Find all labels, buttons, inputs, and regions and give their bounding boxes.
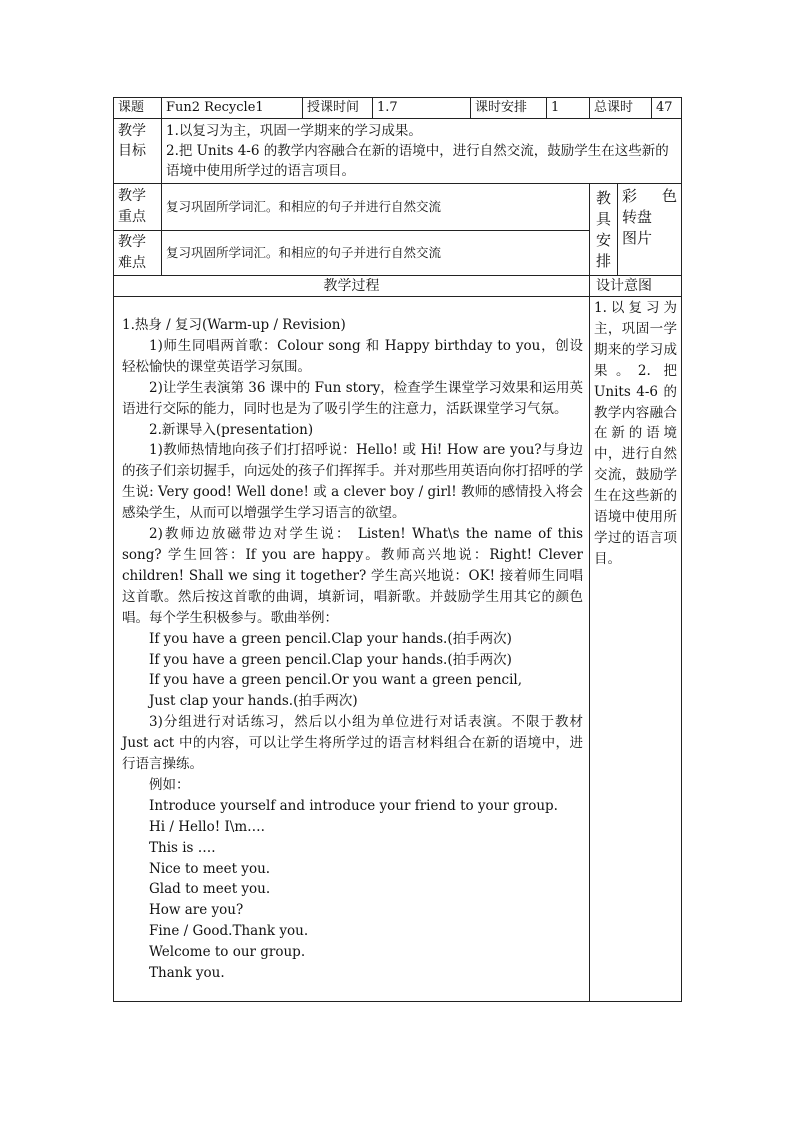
tools-value-char: 色 <box>662 187 678 205</box>
process-header: 教学过程 <box>114 276 590 297</box>
process-paragraph: How are you? <box>149 902 244 919</box>
goals-label-line-1: 教学 <box>118 123 146 139</box>
process-paragraph: 2.新课导入(presentation) <box>149 421 314 438</box>
process-paragraph: 1)师生同唱两首歌：Colour song 和 Happy birthday to you，创设轻松愉快的课堂英语学习氛围。 <box>122 337 583 375</box>
focus-row <box>114 184 682 231</box>
schedule-label: 课时安排 <box>471 98 547 119</box>
total-label: 总课时 <box>590 98 652 119</box>
process-paragraph: If you have a green pencil.Or you want a green pencil, <box>149 672 523 689</box>
focus-label <box>114 184 162 231</box>
focus-text: 复习巩固所学词汇。和相应的句子并进行自然交流 <box>162 184 590 231</box>
process-paragraph: 1)教师热情地向孩子们打招呼说：Hello! 或 Hi! How are you?与身边的孩子们亲切握手，向远处的孩子们挥挥手。并对那些用英语向你打招呼的学生说: Very good! Well done! 或 a clever boy / girl! 教师的感情投入将会感染学生，从而可以增强学生学习语言的欲望。 <box>122 442 583 522</box>
tools-label-char: 具 <box>595 209 611 228</box>
difficulty-label-line-1: 教学 <box>118 234 146 250</box>
content-row <box>114 297 682 1002</box>
process-paragraph: Glad to meet you. <box>149 881 271 898</box>
process-paragraph: 1.热身 / 复习(Warm-up / Revision) <box>122 317 346 333</box>
process-paragraph: Nice to meet you. <box>149 860 271 877</box>
tools-value <box>618 184 682 276</box>
process-paragraph: Just clap your hands.(拍手两次) <box>149 693 358 710</box>
header-row <box>114 98 682 119</box>
focus-label-line-1: 教学 <box>118 188 146 204</box>
tools-label-char: 安 <box>595 230 611 249</box>
goal-line-1: 1.以复习为主，巩固一学期来的学习成果。 <box>166 123 422 139</box>
process-paragraph: Introduce yourself and introduce your friend to your group. <box>149 797 558 814</box>
goals-label-line-2: 目标 <box>118 143 146 159</box>
goals-row <box>114 119 682 184</box>
process-paragraph: 3)分组进行对话练习，然后以小组为单位进行对话表演。不限于教材 Just act 中的内容，可以让学生将所学过的语言材料组合在新的语境中，进行语言操练。 <box>122 714 583 773</box>
process-paragraph: Hi / Hello! I\m…. <box>149 818 265 835</box>
process-paragraph: 2)让学生表演第 36 课中的 Fun story，检查学生课堂学习效果和运用英语进行交际的能力，同时也是为了吸引学生的注意力，活跃课堂学习气氛。 <box>122 379 583 417</box>
tools-value-char: 彩 <box>622 187 638 205</box>
tools-label <box>590 184 618 276</box>
lesson-plan-table <box>113 97 682 1002</box>
goal-line-2: 2.把 Units 4-6 的教学内容融合在新的语境中，进行自然交流，鼓励学生在这些新的语境中使用所学过的语言项目。 <box>166 143 669 179</box>
time-value: 1.7 <box>373 98 471 119</box>
process-paragraph: If you have a green pencil.Clap your hands.(拍手两次) <box>149 630 512 647</box>
process-paragraph: 例如： <box>149 776 190 793</box>
total-value: 47 <box>652 98 682 119</box>
process-paragraph: Thank you. <box>149 965 225 982</box>
process-paragraph: 2)教师边放磁带边对学生说： Listen! What\s the name of this song? 学生回答：If you are happy。教师高兴地说：Right! Clever children! Shall we sing it together? 学生高兴地说：OK! 接着师生同唱这首歌。然后按这首歌的曲调，填新词，唱新歌。并鼓励学生用其它的颜色唱。每个学生积极参与。歌曲举例： <box>122 526 583 626</box>
difficulty-label-line-2: 难点 <box>118 255 146 271</box>
time-label: 授课时间 <box>303 98 373 119</box>
design-intent-text: 1.以复习为主，巩固一学期来的学习成果。2. 把 Units 4-6 的教学内容融合在新的语境中，进行自然交流，鼓励学生在这些新的语境中使用所学过的语言项目。 <box>590 297 682 1002</box>
focus-label-line-2: 重点 <box>118 209 146 225</box>
goals-label <box>114 119 162 184</box>
topic-label: 课题 <box>114 98 162 119</box>
lesson-plan <box>113 97 681 1002</box>
goals-text <box>162 119 682 184</box>
tools-value-item: 转盘 <box>622 208 653 226</box>
difficulty-label <box>114 231 162 276</box>
section-header-row <box>114 276 682 297</box>
process-paragraph: If you have a green pencil.Clap your hands.(拍手两次) <box>149 651 512 668</box>
process-paragraphs <box>122 315 583 984</box>
topic-value: Fun2 Recycle1 <box>162 98 303 119</box>
tools-value-item: 图片 <box>622 229 653 247</box>
tools-label-char: 教 <box>595 188 611 207</box>
design-header: 设计意图 <box>590 276 682 297</box>
tools-label-char: 排 <box>595 251 611 270</box>
schedule-value: 1 <box>547 98 590 119</box>
process-content <box>114 297 590 1002</box>
process-paragraph: Fine / Good.Thank you. <box>149 923 309 940</box>
process-paragraph: Welcome to our group. <box>149 944 306 961</box>
process-paragraph: This is …. <box>149 839 216 856</box>
difficulty-text: 复习巩固所学词汇。和相应的句子并进行自然交流 <box>162 231 590 276</box>
